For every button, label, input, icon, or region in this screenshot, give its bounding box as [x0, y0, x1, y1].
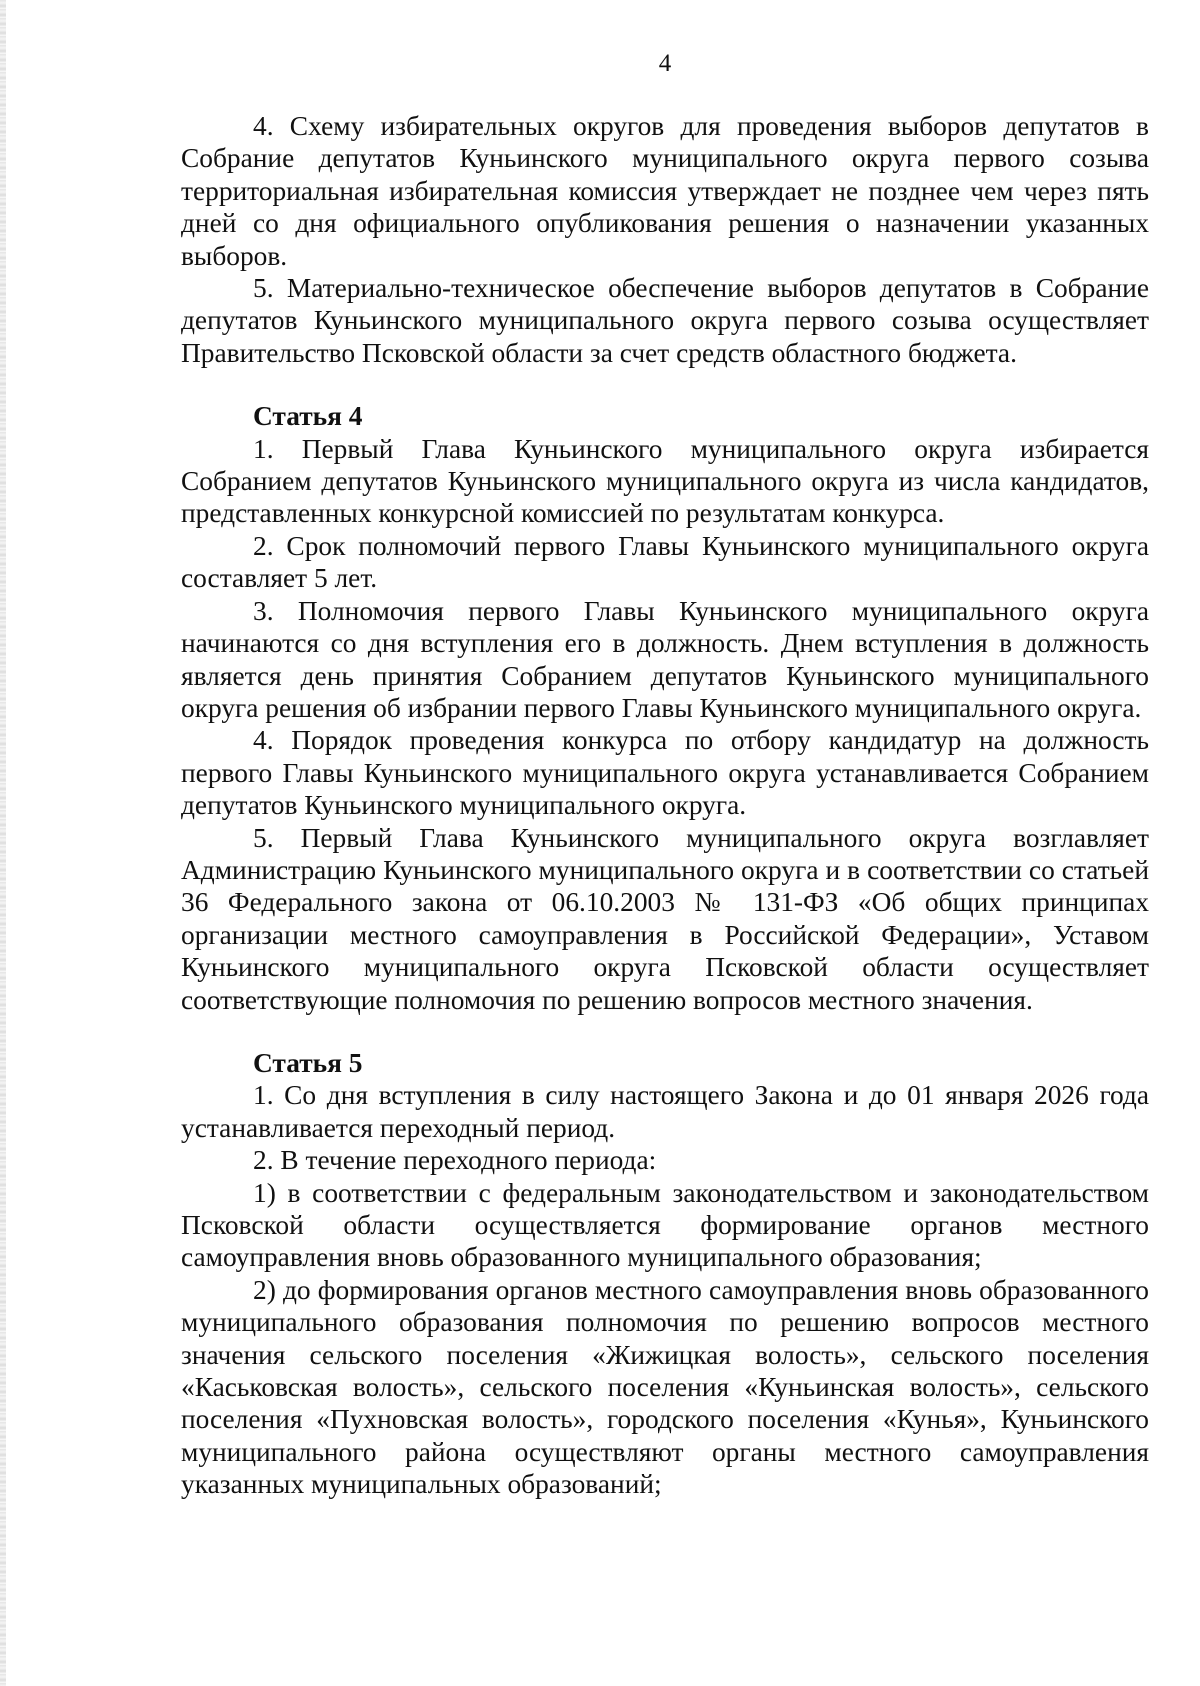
paragraph: 2) до формирования органов местного самоуправления вновь образованного муниципального образования полномочия по решению вопросов местного значения сельского поселения «Жижицкая волость», сельского поселения «Каськовская волость», сельского поселения «Куньинская волость», сельского поселения «Пухновская волость», городского поселения «Кунья», Куньинского муниципального района осуществляют органы местного самоуправления указанных муниципальных образований; [181, 1274, 1149, 1500]
paragraph: 2. Срок полномочий первого Главы Куньинского муниципального округа составляет 5 лет. [181, 530, 1149, 594]
paragraph: 1. Первый Глава Куньинского муниципального округа избирается Собранием депутатов Куньинского муниципального округа из числа кандидатов, представленных конкурсной комиссией по результатам конкурса. [181, 433, 1149, 529]
page-number: 4 [658, 50, 672, 77]
paragraph: 1. Со дня вступления в силу настоящего Закона и до 01 января 2026 года устанавливается переходный период. [181, 1080, 1149, 1143]
paragraph: 2. В течение переходного периода: [253, 1145, 657, 1176]
paragraph: 5. Первый Глава Куньинского муниципального округа возглавляет Администрацию Куньинского муниципального округа и в соответствии со статьей 36 Федерального закона от 06.10.2003 № 131-ФЗ «Об общих принципах организации местного самоуправления в Российской Федерации», Уставом Куньинского муниципального округа Псковской области осуществляет соответствующие полномочия по решению вопросов местного значения. [181, 822, 1149, 1015]
document-body [181, 110, 1149, 1501]
article-heading: Статья 5 [253, 1047, 363, 1078]
paragraph: 4. Схему избирательных округов для проведения выборов депутатов в Собрание депутатов Куньинского муниципального округа первого созыва территориальная избирательная комиссия утверждает не позднее чем через пять дней со дня официального опубликования решения о назначении указанных выборов. [181, 111, 1149, 271]
scan-edge [0, 0, 6, 1686]
paragraph: 4. Порядок проведения конкурса по отбору кандидатур на должность первого Главы Куньинского муниципального округа устанавливается Собранием депутатов Куньинского муниципального округа. [181, 725, 1149, 821]
paragraph: 5. Материально-техническое обеспечение выборов депутатов в Собрание депутатов Куньинского муниципального округа первого созыва осуществляет Правительство Псковской области за счет средств областного бюджета. [181, 273, 1149, 368]
paragraph: 1) в соответствии с федеральным законодательством и законодательством Псковской области осуществляется формирование органов местного самоуправления вновь образованного муниципального образования; [181, 1177, 1149, 1273]
paragraph: 3. Полномочия первого Главы Куньинского муниципального округа начинаются со дня вступления его в должность. Днем вступления в должность является день принятия Собранием депутатов Куньинского муниципального округа решения об избрании первого Главы Куньинского муниципального округа. [181, 595, 1149, 723]
article-heading: Статья 4 [253, 401, 363, 432]
